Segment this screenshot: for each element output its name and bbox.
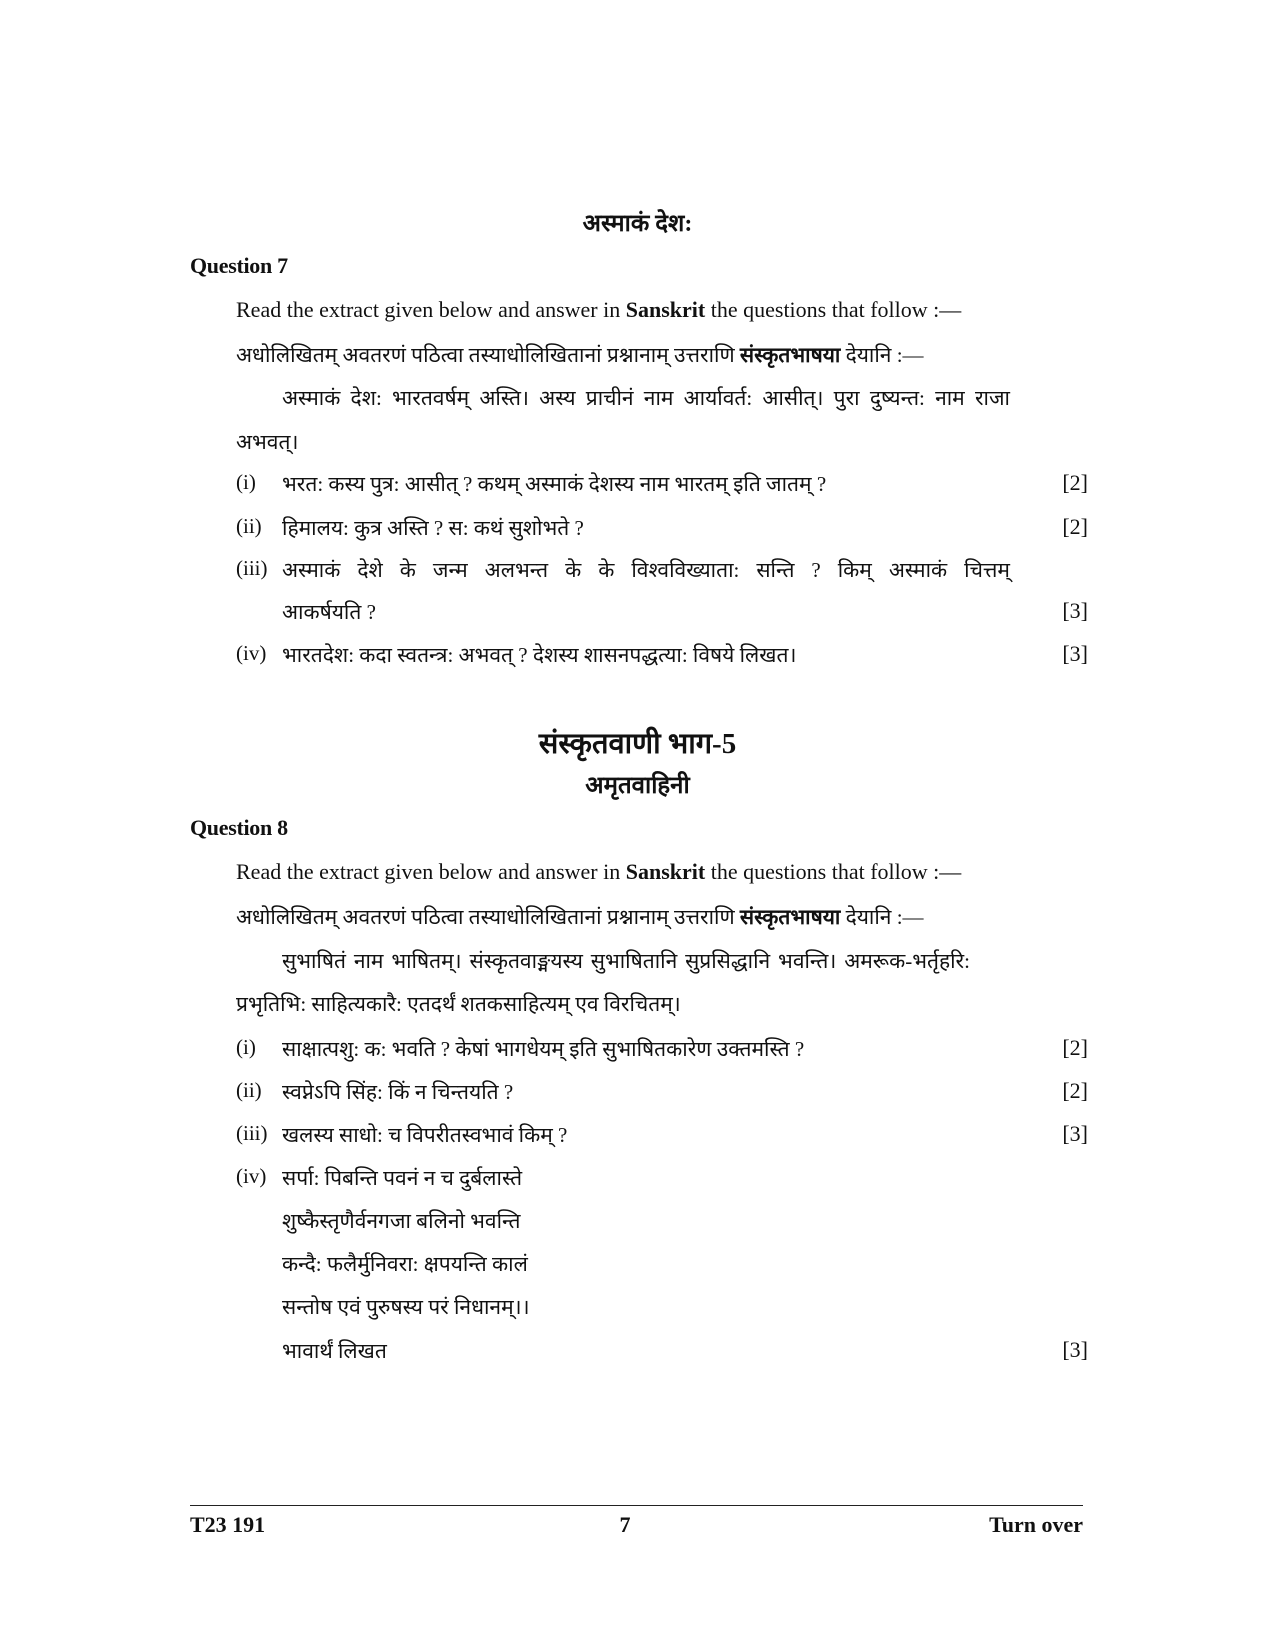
- question-7-label: Question 7: [190, 253, 288, 278]
- extract-line: सुभाषितं नाम भाषितम्। संस्कृतवाङ्मयस्य सुभाषितानि सुप्रसिद्धानि भवन्ति। अमरूक-भर्तृहरि:: [282, 949, 970, 973]
- question-number: (iii): [236, 1121, 268, 1145]
- question-text: भारतदेश: कदा स्वतन्त्र: अभवत् ? देशस्य शासनपद्धत्या: विषये लिखत।: [282, 643, 797, 667]
- verse-line: सर्पा: पिबन्ति पवनं न च दुर्बलास्ते: [282, 1166, 523, 1190]
- marks: [2]: [1062, 1078, 1088, 1103]
- turn-over-label: Turn over: [989, 1512, 1083, 1537]
- verse-line: शुष्कैस्तृणैर्वनगजा बलिनो भवन्ति: [282, 1209, 521, 1233]
- instruction-english: Read the extract given below and answer in Sanskrit the questions that follow :—: [236, 859, 962, 884]
- question-number: (iv): [236, 641, 267, 665]
- marks: [3]: [1062, 641, 1088, 666]
- marks: [2]: [1062, 470, 1088, 495]
- verse-line: कन्दै: फलैर्मुनिवरा: क्षपयन्ति कालं: [282, 1252, 528, 1276]
- instruction-sanskrit: अधोलिखितम् अवतरणं पठित्वा तस्याधोलिखितानां प्रश्नानाम् उत्तराणि संस्कृतभाषया देयानि :—: [236, 905, 924, 929]
- page-number: 7: [619, 1512, 631, 1537]
- question-text: स्वप्नेऽपि सिंह: किं न चिन्तयति ?: [282, 1080, 514, 1104]
- question-number: (iii): [236, 556, 268, 580]
- question-number: (i): [236, 470, 256, 494]
- question-number: (ii): [236, 514, 262, 538]
- question-8-label: Question 8: [190, 815, 288, 840]
- marks: [3]: [1062, 598, 1088, 623]
- question-text: साक्षात्पशु: क: भवति ? केषां भागधेयम् इति सुभाषितकारेण उक्तमस्ति ?: [282, 1037, 805, 1061]
- marks: [2]: [1062, 1035, 1088, 1060]
- section-title: अस्माकं देश:: [582, 211, 693, 237]
- paper-code: T23 191: [190, 1512, 266, 1537]
- question-number: (iv): [236, 1164, 267, 1188]
- question-text: भावार्थं लिखत: [282, 1339, 387, 1363]
- instruction-english: Read the extract given below and answer in Sanskrit the questions that follow :—: [236, 297, 962, 322]
- question-text: भरत: कस्य पुत्र: आसीत् ? कथम् अस्माकं देशस्य नाम भारतम् इति जातम् ?: [282, 472, 827, 496]
- section-title: अमृतवाहिनी: [585, 773, 690, 799]
- question-text: खलस्य साधो: च विपरीतस्वभावं किम् ?: [282, 1123, 568, 1147]
- part-title: संस्कृतवाणी भाग-5: [538, 728, 737, 760]
- marks: [3]: [1062, 1121, 1088, 1146]
- instruction-sanskrit: अधोलिखितम् अवतरणं पठित्वा तस्याधोलिखितानां प्रश्नानाम् उत्तराणि संस्कृतभाषया देयानि :—: [236, 343, 924, 367]
- marks: [3]: [1062, 1337, 1088, 1362]
- extract-line: अभवत्।: [236, 430, 299, 454]
- extract-line: प्रभृतिभि: साहित्यकारै: एतदर्थं शतकसाहित्यम् एव विरचितम्।: [236, 992, 681, 1016]
- footer-divider: [190, 1505, 1083, 1506]
- question-number: (ii): [236, 1078, 262, 1102]
- marks: [2]: [1062, 514, 1088, 539]
- question-text: आकर्षयति ?: [282, 600, 376, 624]
- verse-line: सन्तोष एवं पुरुषस्य परं निधानम्।।: [282, 1295, 530, 1319]
- question-text: हिमालय: कुत्र अस्ति ? स: कथं सुशोभते ?: [282, 516, 584, 540]
- question-text: अस्माकं देशे के जन्म अलभन्त के के विश्वविख्याता: सन्ति ? किम् अस्माकं चित्तम्: [282, 558, 1010, 582]
- extract-line: अस्माकं देश: भारतवर्षम् अस्ति। अस्य प्राचीनं नाम आर्यावर्त: आसीत्। पुरा दुष्यन्त: नाम राजा: [282, 386, 1010, 410]
- question-number: (i): [236, 1035, 256, 1059]
